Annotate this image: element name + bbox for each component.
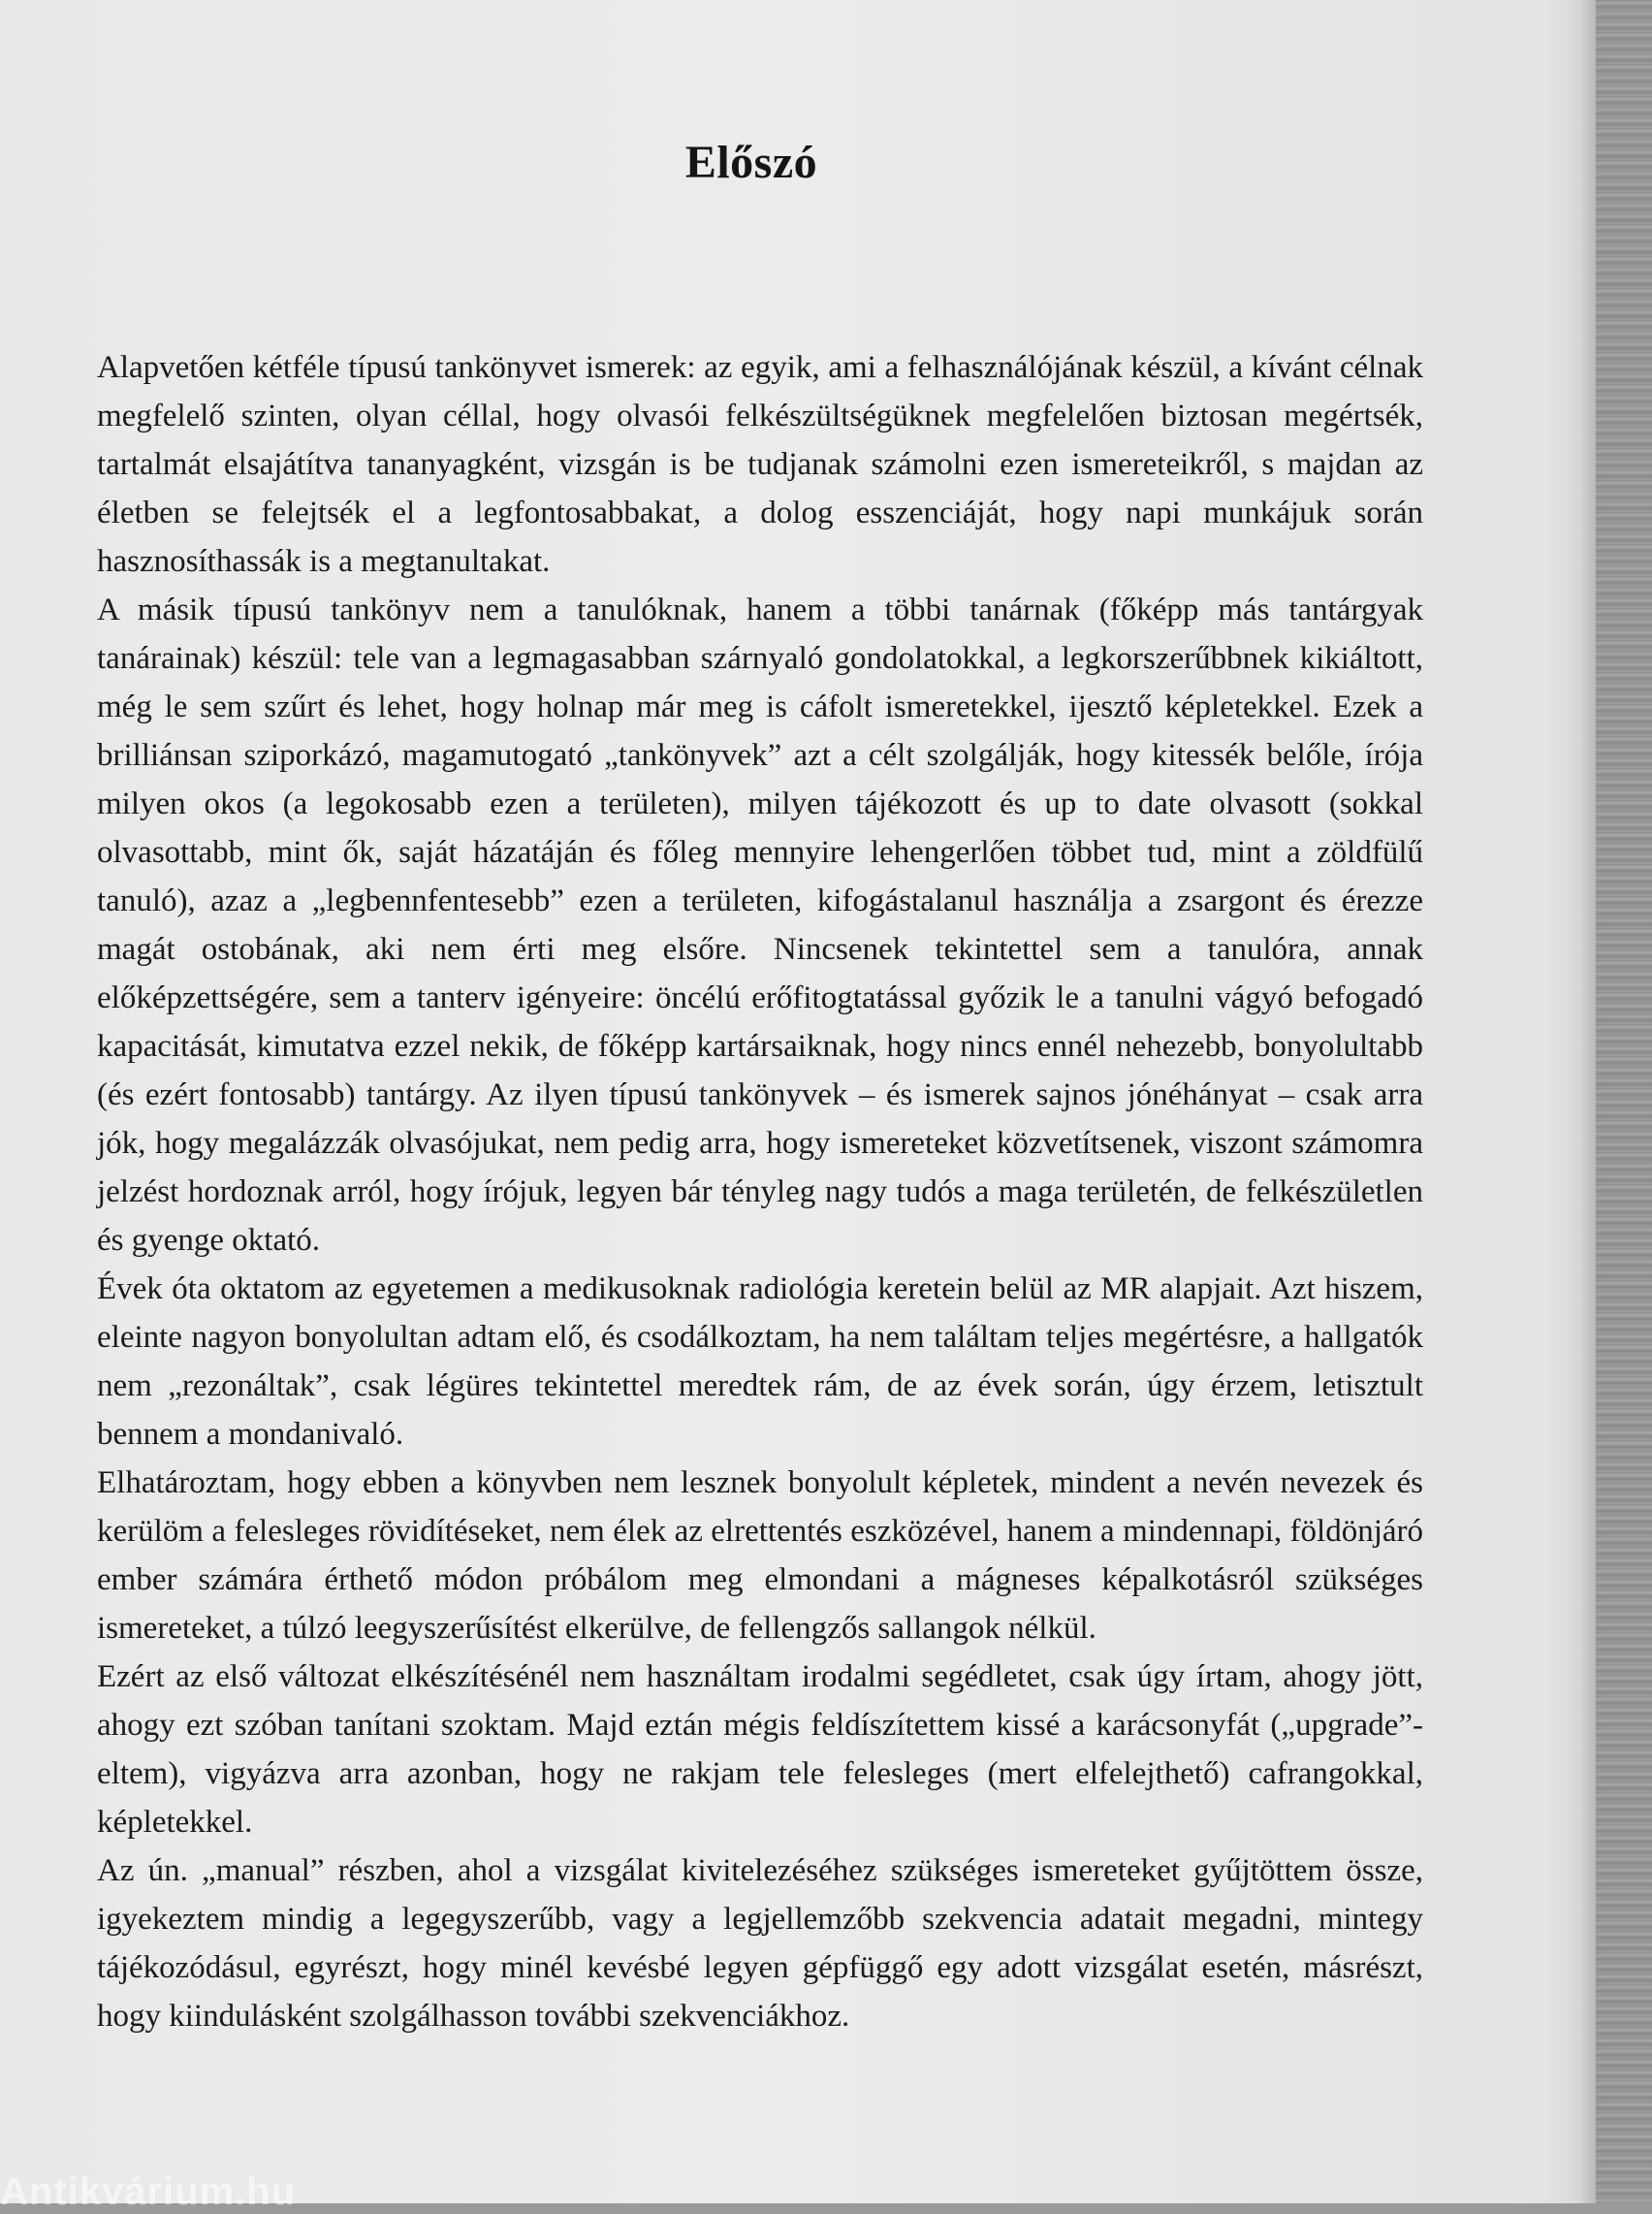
paragraph-5: Ezért az első változat elkészítésénél nem használtam irodalmi segédletet, csak úgy írtam, ahogy jött, ahogy ezt szóban tanítani szoktam. Majd eztán mégis feldíszítettem kissé a karácsonyfát („upgrade”-eltem), vigyázva arra azonban, hogy ne rakjam tele felesleges (mert elfelejthető) cafrangokkal, képletekkel. — [97, 1659, 1423, 1840]
paragraph-4: Elhatároztam, hogy ebben a könyvben nem lesznek bonyolult képletek, mindent a nevén nevezek és kerülöm a felesleges rövidítéseket, nem élek az elrettentés eszközével, hanem a mindennapi, földönjáró ember számára érthető módon próbálom meg elmondani a mágneses képalkotásról szükséges ismereteket, a túlzó leegyszerűsítést elkerülve, de fellengzős sallangok nélkül. — [97, 1465, 1423, 1646]
paragraph-2: A másik típusú tankönyv nem a tanulóknak, hanem a többi tanárnak (főképp más tantárgyak tanárainak) készül: tele van a legmagasabban szárnyaló gondolatokkal, a legkorszerűbbnek kikiáltott, még le sem szűrt és lehet, hogy holnap már meg is cáfolt ismeretekkel, ijesztő képletekkel. Ezek a brilliánsan sziporkázó, magamutogató „tankönyvek” azt a célt szolgálják, hogy kitessék belőle, írója milyen okos (a legokosabb ezen a területen), milyen tájékozott és up to date olvasott (sokkal olvasottabb, mint ők, saját házatáján és főleg mennyire lehengerlően többet tud, mint a zöldfülű tanuló), azaz a „legbennfentesebb” ezen a területen, kifogástalanul használja a zsargont és érezze magát ostobának, aki nem érti meg elsőre. Nincsenek tekintettel sem a tanulóra, annak előképzettségére, sem a tanterv igényeire: öncélú erőfitogtatással győzik le a tanulni vágyó befogadó kapacitását, kimutatva ezzel nekik, de főképp kartársaiknak, hogy nincs ennél nehezebb, bonyolultabb (és ezért fontosabb) tantárgy. Az ilyen típusú tankönyvek – és ismerek sajnos jónéhányat – csak arra jók, hogy megalázzák olvasójukat, nem pedig arra, hogy ismereteket közvetítsenek, viszont számomra jelzést hordoznak arról, hogy írójuk, legyen bár tényleg nagy tudós a maga területén, de felkészületlen és gyenge oktató. — [97, 593, 1423, 1258]
watermark-text: Antikvárium.hu — [0, 2170, 297, 2213]
paragraph-1: Alapvetően kétféle típusú tankönyvet ismerek: az egyik, ami a felhasználójának készül, a kívánt célnak megfelelő szinten, olyan céllal, hogy olvasói felkészültségüknek megfelelően biztosan megértsék, tartalmát elsajátítva tananyagként, vizsgán is be tudjanak számolni ezen ismereteikről, s majdan az életben se felejtsék el a legfontosabbakat, a dolog esszenciáját, hogy napi munkájuk során hasznosíthassák is a megtanultakat. — [97, 350, 1423, 579]
paragraph-6: Az ún. „manual” részben, ahol a vizsgálat kivitelezéséhez szükséges ismereteket gyűjtöttem össze, igyekeztem mindig a legegyszerűbb, vagy a legjellemzőbb szekvencia adatait megadni, mintegy tájékozódásul, egyrészt, hogy minél kevésbé legyen gépfüggő egy adott vizsgálat esetén, másrészt, hogy kiindulásként szolgálhasson további szekvenciákhoz. — [97, 1853, 1423, 2034]
preface-body — [97, 343, 1423, 2040]
paragraph-3: Évek óta oktatom az egyetemen a medikusoknak radiológia keretein belül az MR alapjait. Azt hiszem, eleinte nagyon bonyolultan adtam elő, és csodálkoztam, ha nem találtam teljes megértésre, a hallgatók nem „rezonáltak”, csak légüres tekintettel meredtek rám, de az évek során, úgy érzem, letisztult bennem a mondanivaló. — [97, 1271, 1423, 1452]
page-gutter-shadow — [1578, 0, 1596, 2203]
page-title: Előszó — [684, 137, 818, 189]
book-page-edges — [1596, 0, 1652, 2203]
